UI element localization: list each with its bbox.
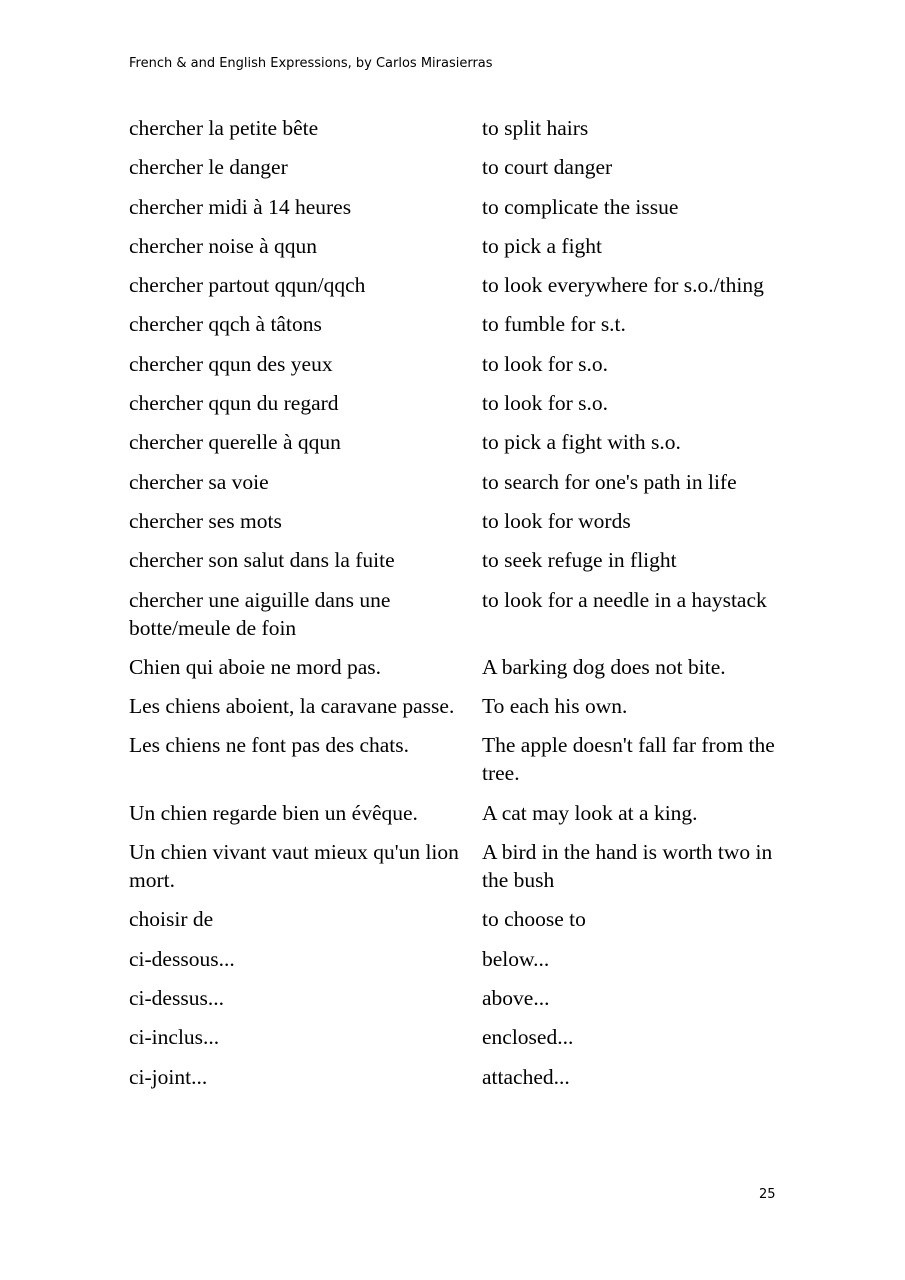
french-expression: chercher noise à qqun	[129, 233, 318, 258]
english-translation: A bird in the hand is worth two in the bush	[482, 840, 773, 893]
list-item	[129, 1063, 829, 1091]
expression-list	[129, 114, 829, 1102]
list-item	[129, 153, 829, 181]
english-translation: to look for s.o.	[482, 351, 609, 376]
french-expression: Chien qui aboie ne mord pas.	[129, 654, 381, 679]
french-expression: chercher qqun des yeux	[129, 351, 333, 376]
french-expression: Un chien regarde bien un évêque.	[129, 800, 418, 825]
list-item	[129, 838, 829, 894]
english-translation: to fumble for s.t.	[482, 312, 626, 337]
french-expression: ci-joint...	[129, 1064, 208, 1089]
english-translation: enclosed...	[482, 1025, 574, 1050]
english-translation: to look for a needle in a haystack	[482, 587, 767, 612]
english-translation: to pick a fight with s.o.	[482, 430, 681, 455]
english-translation: to look for s.o.	[482, 391, 609, 416]
french-expression: chercher la petite bête	[129, 116, 319, 140]
english-translation: to complicate the issue	[482, 194, 679, 219]
french-expression: chercher partout qqun/qqch	[129, 273, 366, 298]
french-expression: chercher sa voie	[129, 469, 269, 494]
english-translation: to search for one's path in life	[482, 469, 737, 494]
french-expression: ci-dessus...	[129, 985, 224, 1010]
english-translation: To each his own.	[482, 694, 628, 719]
list-item	[129, 310, 829, 338]
list-item	[129, 653, 829, 681]
list-item	[129, 799, 829, 827]
english-translation: to seek refuge in flight	[482, 548, 677, 573]
list-item	[129, 586, 829, 642]
french-expression: ci-dessous...	[129, 946, 235, 971]
list-item	[129, 507, 829, 535]
english-translation: to court danger	[482, 155, 613, 180]
french-expression: chercher querelle à qqun	[129, 430, 341, 455]
english-translation: to choose to	[482, 907, 586, 932]
list-item	[129, 271, 829, 299]
french-expression: chercher une aiguille dans une botte/meule de foin	[129, 587, 391, 640]
french-expression: chercher qqun du regard	[129, 391, 339, 416]
english-translation: below...	[482, 946, 550, 971]
list-item	[129, 731, 829, 787]
list-item	[129, 905, 829, 933]
list-item	[129, 114, 829, 142]
page-header: French & and English Expressions, by Carlos Mirasierras	[129, 56, 493, 71]
english-translation: to look for words	[482, 508, 631, 533]
list-item	[129, 546, 829, 574]
list-item	[129, 692, 829, 720]
list-item	[129, 428, 829, 456]
english-translation: above...	[482, 985, 550, 1010]
french-expression: Un chien vivant vaut mieux qu'un lion mort.	[129, 840, 459, 893]
list-item	[129, 984, 829, 1012]
english-translation: attached...	[482, 1064, 570, 1089]
french-expression: chercher le danger	[129, 155, 288, 180]
list-item	[129, 232, 829, 260]
french-expression: chercher son salut dans la fuite	[129, 548, 395, 573]
list-item	[129, 193, 829, 221]
list-item	[129, 350, 829, 378]
french-expression: choisir de	[129, 907, 214, 932]
english-translation: to look everywhere for s.o./thing	[482, 273, 764, 298]
french-expression: chercher midi à 14 heures	[129, 194, 352, 219]
english-translation: A barking dog does not bite.	[482, 654, 726, 679]
english-translation: to pick a fight	[482, 233, 603, 258]
french-expression: Les chiens ne font pas des chats.	[129, 733, 410, 758]
french-expression: Les chiens aboient, la caravane passe.	[129, 694, 455, 719]
list-item	[129, 389, 829, 417]
page-number: 25	[759, 1187, 776, 1202]
english-translation: The apple doesn't fall far from the tree.	[482, 733, 775, 786]
list-item	[129, 468, 829, 496]
list-item	[129, 1023, 829, 1051]
english-translation: to split hairs	[482, 116, 589, 140]
list-item	[129, 945, 829, 973]
english-translation: A cat may look at a king.	[482, 800, 698, 825]
french-expression: chercher qqch à tâtons	[129, 312, 322, 337]
french-expression: chercher ses mots	[129, 508, 282, 533]
french-expression: ci-inclus...	[129, 1025, 220, 1050]
